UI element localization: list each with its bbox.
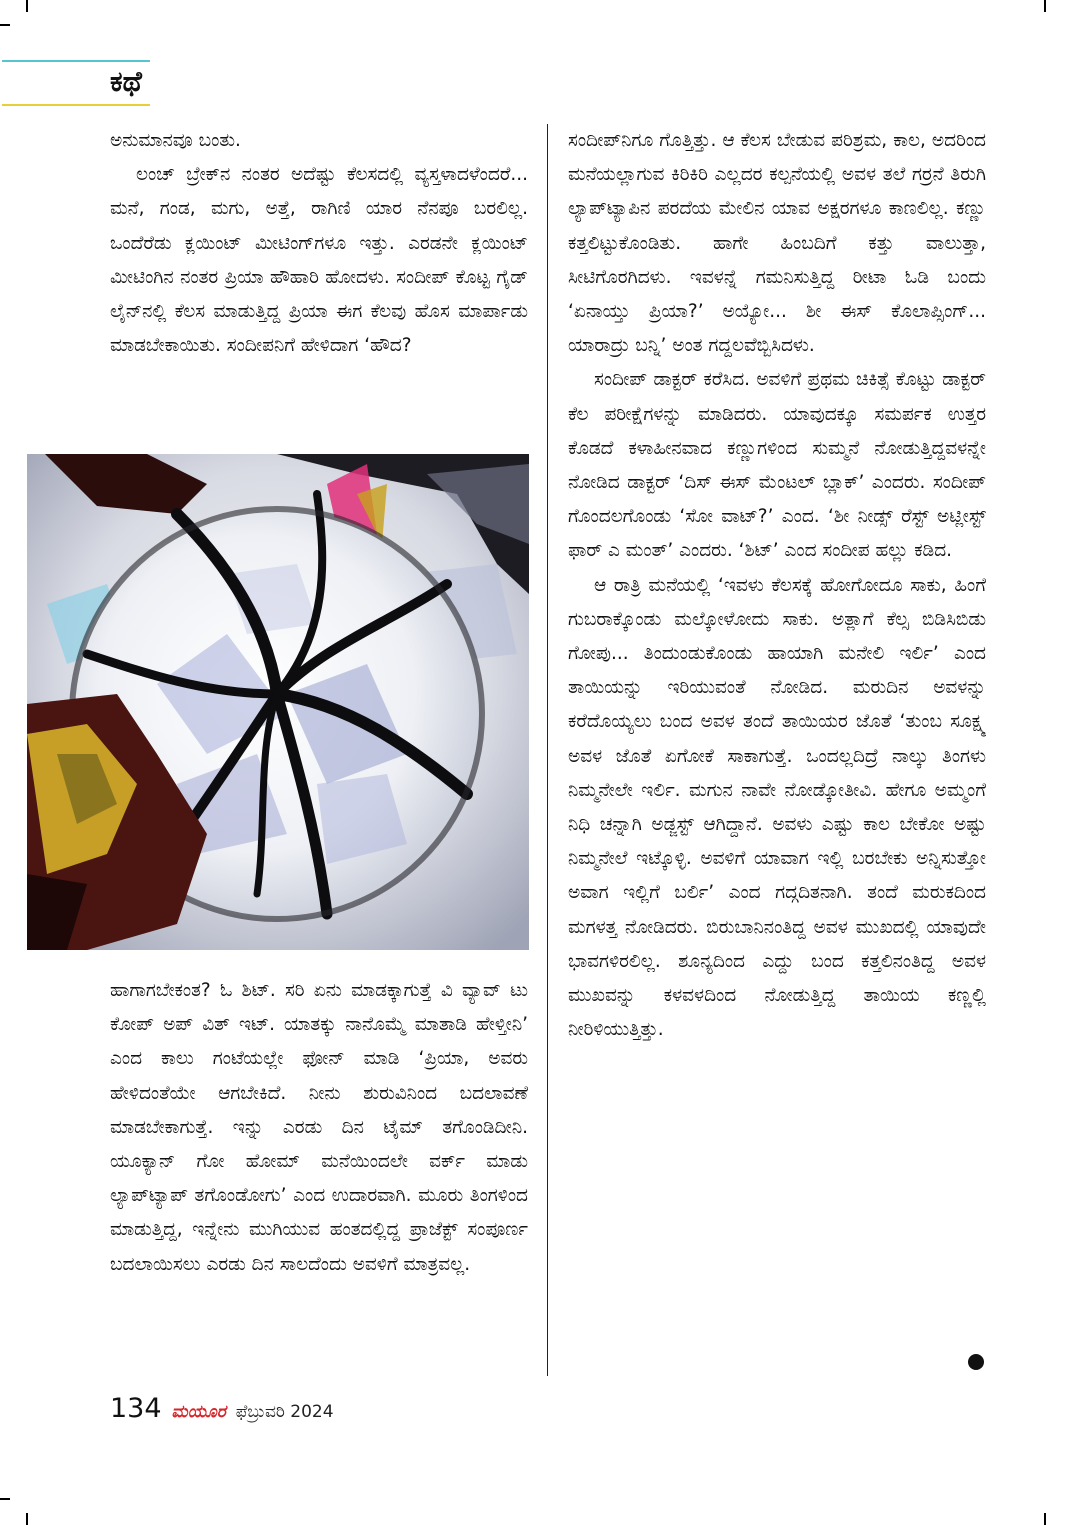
story-end-bullet (968, 1354, 984, 1370)
paragraph: ಲಂಚ್ ಬ್ರೇಕ್‌ನ ನಂತರ ಅದೆಷ್ಟು ಕೆಲಸದಲ್ಲಿ ವ್ಯಸ್ತಳಾದಳೆಂದರೆ... ಮನೆ, ಗಂಡ, ಮಗು, ಅತ್ತೆ, ರಾಗಿಣಿ ಯಾರ ನೆನಪೂ ಬರಲಿಲ್ಲ. ಒಂದೆರೆಡು ಕ್ಲಯಿಂಟ್ ಮೀಟಿಂಗ್‌ಗಳೂ ಇತ್ತು. ಎರಡನೇ ಕ್ಲಯಿಂಟ್ ಮೀಟಿಂಗಿನ ನಂತರ ಪ್ರಿಯಾ ಹೌಹಾರಿ ಹೋದಳು. ಸಂದೀಪ್ ಕೊಟ್ಟ ಗೈಡ್ ಲೈನ್‌ನಲ್ಲಿ ಕೆಲಸ ಮಾಡುತ್ತಿದ್ದ ಪ್ರಿಯಾ ಈಗ ಕೆಲವು ಹೊಸ ಮಾರ್ಪಾಡು ಮಾಡಬೇಕಾಯಿತು. ಸಂದೀಪನಿಗೆ ಹೇಳಿದಾಗ ‘ಹೌದ? (110, 164, 528, 357)
crop-mark (0, 1498, 10, 1500)
issue-date: ಫೆಬ್ರುವರಿ 2024 (235, 1402, 334, 1422)
crop-mark (26, 1513, 28, 1525)
section-rule-bottom (2, 104, 150, 106)
paragraph: ಸಂದೀಪ್ ಡಾಕ್ಟರ್ ಕರೆಸಿದ. ಅವಳಿಗೆ ಪ್ರಥಮ ಚಿಕಿತ್ಸೆ ಕೊಟ್ಟು ಡಾಕ್ಟರ್ ಕೆಲ ಪರೀಕ್ಷೆಗಳನ್ನು ಮಾಡಿದರು. ಯಾವುದಕ್ಕೂ ಸಮರ್ಪಕ ಉತ್ತರ ಕೊಡದೆ ಕಳಾಹೀನವಾದ ಕಣ್ಣುಗಳಿಂದ ಸುಮ್ಮನೆ ನೋಡುತ್ತಿದ್ದವಳನ್ನೇ ನೋಡಿದ ಡಾಕ್ಟರ್ ‘ದಿಸ್ ಈಸ್ ಮೆಂಟಲ್ ಬ್ಲಾಕ್’ ಎಂದರು. ಸಂದೀಪ್ ಗೊಂದಲಗೊಂಡು ‘ಸೋ ವಾಟ್?’ ಎಂದ. ‘ಶೀ ನೀಡ್ಸ್ ರೆಸ್ಟ್ ಅಟ್ಲೀಸ್ಟ್ ಫಾರ್ ಎ ಮಂತ್’ ಎಂದರು. ‘ಶಿಟ್’ ಎಂದ ಸಂದೀಪ ಹಲ್ಲು ಕಡಿದ. (568, 369, 986, 562)
paragraph: ಹಾಗಾಗಬೇಕಂತ? ಓ ಶಿಟ್. ಸರಿ ಏನು ಮಾಡಕ್ಕಾಗುತ್ತೆ ವಿ ವ್ಯಾವ್ ಟು ಕೋಪ್ ಅಪ್ ವಿತ್ ಇಟ್. ಯಾತಕ್ಕು ನಾನೊಮ್ಮೆ ಮಾತಾಡಿ ಹೇಳ್ತೀನಿ’ ಎಂದ ಕಾಲು ಗಂಟೆಯಲ್ಲೇ ಫೋನ್ ಮಾಡಿ ‘ಪ್ರಿಯಾ, ಅವರು ಹೇಳಿದಂತೆಯೇ ಆಗಬೇಕಿದೆ. ನೀನು ಶುರುವಿನಿಂದ ಬದಲಾವಣೆ ಮಾಡಬೇಕಾಗುತ್ತೆ. ಇನ್ನು ಎರಡು ದಿನ ಟೈಮ್ ತಗೊಂಡಿದೀನಿ. ಯೂಕ್ಯಾನ್ ಗೋ ಹೋಮ್ ಮನೆಯಿಂದಲೇ ವರ್ಕ್ ಮಾಡು ಲ್ಯಾಪ್‌ಟ್ಯಾಪ್ ತಗೊಂಡೋಗು’ ಎಂದ ಉದಾರವಾಗಿ. ಮೂರು ತಿಂಗಳಿಂದ ಮಾಡುತ್ತಿದ್ದ, ಇನ್ನೇನು ಮುಗಿಯುವ ಹಂತದಲ್ಲಿದ್ದ ಪ್ರಾಜೆಕ್ಟ್ ಸಂಪೂರ್ಣ ಬದಲಾಯಿಸಲು ಎರಡು ದಿನ ಸಾಲದೆಂದು ಅವಳಿಗೆ ಮಾತ್ರವಲ್ಲ. (110, 980, 528, 1275)
shattered-circle-artwork (27, 454, 529, 950)
magazine-logo: ಮಯೂರ (171, 1402, 226, 1422)
page-footer (110, 1392, 334, 1426)
right-column-text (568, 124, 986, 1354)
page-number: 134 (110, 1393, 162, 1424)
crop-mark (26, 0, 28, 12)
crop-mark (1044, 1513, 1046, 1525)
column-divider (547, 124, 548, 1376)
left-column-bottom-text (110, 974, 528, 1384)
story-illustration (27, 454, 529, 950)
section-rule-top (2, 60, 150, 62)
left-column-top-text (110, 124, 528, 456)
paragraph: ಆ ರಾತ್ರಿ ಮನೆಯಲ್ಲಿ ‘ಇವಳು ಕೆಲಸಕ್ಕೆ ಹೋಗೋದೂ ಸಾಕು, ಹಿಂಗೆ ಗುಬರಾಕ್ಕೊಂಡು ಮಲ್ಕೋಳೋದು ಸಾಕು. ಅತ್ಲಾಗೆ ಕೆಲ್ಸ ಬಿಡಿಸಿಬಿಡು ಗೋಪು... ತಿಂದುಂಡುಕೊಂಡು ಹಾಯಾಗಿ ಮನೇಲಿ ಇರ್ಲಿ’ ಎಂದ ತಾಯಿಯನ್ನು ಇರಿಯುವಂತೆ ನೋಡಿದ. ಮರುದಿನ ಅವಳನ್ನು ಕರೆದೊಯ್ಯಲು ಬಂದ ಅವಳ ತಂದೆ ತಾಯಿಯರ ಜೊತೆ ‘ತುಂಬ ಸೂಕ್ಷ್ಮ ಅವಳ ಜೊತೆ ಏಗೋಕೆ ಸಾಕಾಗುತ್ತೆ. ಒಂದಲ್ಲದಿದ್ರೆ ನಾಲ್ಕು ತಿಂಗಳು ನಿಮ್ಮನೇಲೇ ಇರ್ಲಿ. ಮಗುನ ನಾವೇ ನೋಡ್ಕೋತೀವಿ. ಹೇಗೂ ಅಮ್ಮಂಗೆ ನಿಧಿ ಚನ್ನಾಗಿ ಅಡ್ಜಸ್ಟ್ ಆಗಿದ್ದಾನೆ. ಅವಳು ಎಷ್ಟು ಕಾಲ ಬೇಕೋ ಅಷ್ಟು ನಿಮ್ಮನೇಲೆ ಇಟ್ಕೊಳ್ಳಿ. ಅವಳಿಗೆ ಯಾವಾಗ ಇಲ್ಲಿ ಬರಬೇಕು ಅನ್ನಿಸುತ್ತೋ ಅವಾಗ ಇಲ್ಲಿಗೆ ಬರ್ಲಿ’ ಎಂದ ಗದ್ಗದಿತನಾಗಿ. ತಂದೆ ಮರುಕದಿಂದ ಮಗಳತ್ತ ನೋಡಿದರು. ಬಿರುಬಾನಿನಂತಿದ್ದ ಅವಳ ಮುಖದಲ್ಲಿ ಯಾವುದೇ ಭಾವಗಳಿರಲಿಲ್ಲ. ಶೂನ್ಯದಿಂದ ಎದ್ದು ಬಂದ ಕತ್ತಲಿನಂತಿದ್ದ ಅವಳ ಮುಖವನ್ನು ಕಳವಳದಿಂದ ನೋಡುತ್ತಿದ್ದ ತಾಯಿಯ ಕಣ್ಣಲ್ಲಿ ನೀರಿಳಿಯುತ್ತಿತ್ತು. (568, 574, 986, 1041)
paragraph: ಅನುಮಾನವೂ ಬಂತು. (110, 130, 241, 151)
paragraph: ಸಂದೀಪ್‌ನಿಗೂ ಗೊತ್ತಿತ್ತು. ಆ ಕೆಲಸ ಬೇಡುವ ಪರಿಶ್ರಮ, ಕಾಲ, ಅದರಿಂದ ಮನೆಯಲ್ಲಾಗುವ ಕಿರಿಕಿರಿ ಎಲ್ಲದರ ಕಲ್ಪನೆಯಲ್ಲಿ ಅವಳ ತಲೆ ಗರ್ರನೆ ತಿರುಗಿ ಲ್ಯಾಪ್‌ಟ್ಯಾಪಿನ ಪರದೆಯ ಮೇಲಿನ ಯಾವ ಅಕ್ಷರಗಳೂ ಕಾಣಲಿಲ್ಲ. ಕಣ್ಣು ಕತ್ತಲಿಟ್ಟುಕೊಂಡಿತು. ಹಾಗೇ ಹಿಂಬದಿಗೆ ಕತ್ತು ವಾಲುತ್ತಾ, ಸೀಟಿಗೊರಗಿದಳು. ಇವಳನ್ನೆ ಗಮನಿಸುತ್ತಿದ್ದ ರೀಟಾ ಓಡಿ ಬಂದು ‘ಏನಾಯ್ತು ಪ್ರಿಯಾ?’ ಅಯ್ಯೋ... ಶೀ ಈಸ್ ಕೊಲಾಪ್ಸಿಂಗ್... ಯಾರಾದ್ರು ಬನ್ನಿ’ ಅಂತ ಗದ್ದಲವೆಬ್ಬಿಸಿದಳು. (568, 130, 986, 357)
section-title: ಕಥೆ (110, 65, 142, 98)
crop-mark (1044, 0, 1046, 12)
crop-mark (0, 24, 10, 26)
